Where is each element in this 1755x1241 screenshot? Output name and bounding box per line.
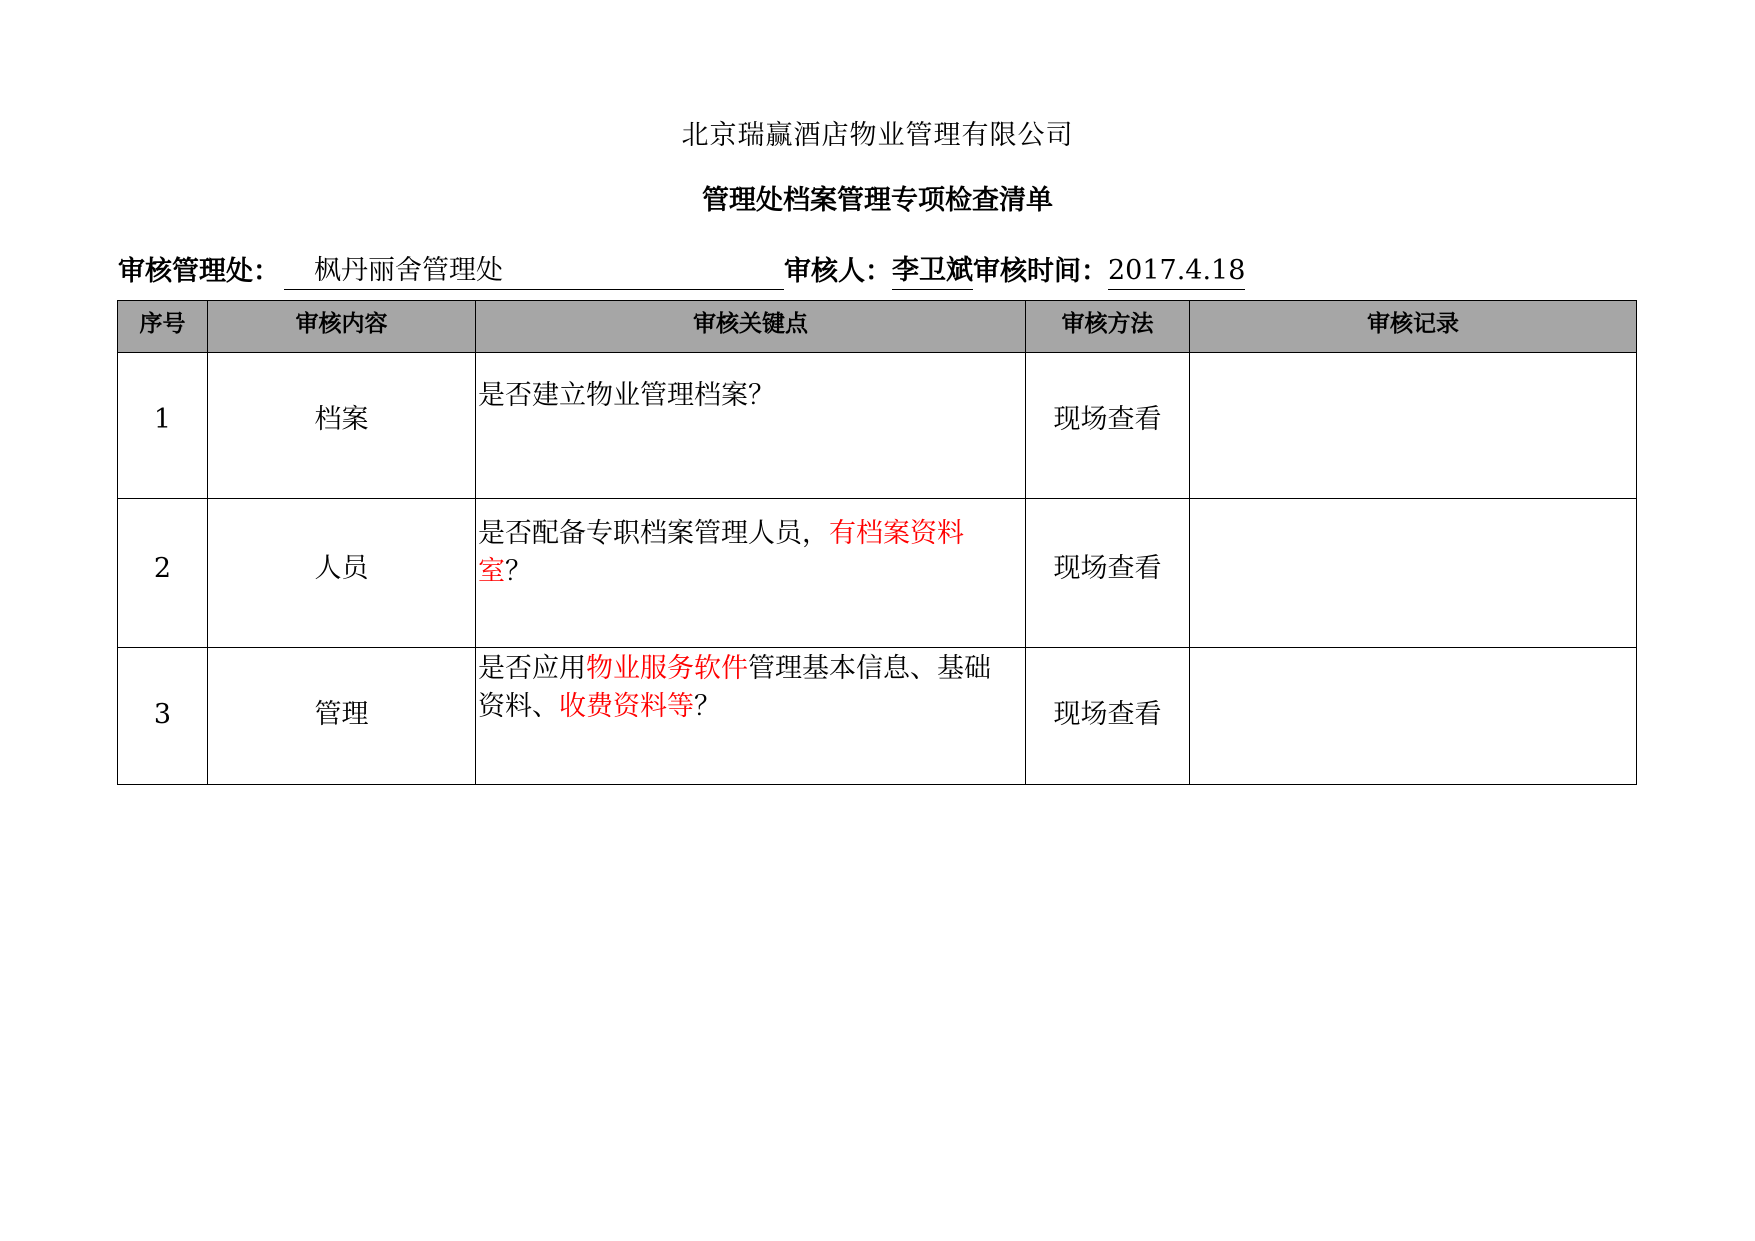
- auditor-label: 审核人：: [784, 256, 892, 287]
- keypoint-highlight: 收费资料等: [559, 691, 694, 722]
- row-method: 现场查看: [1026, 353, 1190, 499]
- row-content: 管理: [208, 648, 476, 785]
- keypoint-highlight: 物业服务软件: [586, 653, 748, 684]
- row-number: 3: [118, 648, 208, 785]
- row-content: 人员: [208, 499, 476, 648]
- col-header-number: 序号: [118, 301, 208, 353]
- company-name: 北京瑞赢酒店物业管理有限公司: [681, 120, 1074, 151]
- keypoint-text: 是否应用: [478, 653, 586, 684]
- col-header-method: 审核方法: [1026, 301, 1190, 353]
- col-header-content: 审核内容: [208, 301, 476, 353]
- row-keypoint: [476, 353, 1026, 499]
- table-row: [118, 499, 1637, 648]
- keypoint-text: ？: [505, 556, 532, 587]
- col-header-record: 审核记录: [1190, 301, 1637, 353]
- dept-label: 审核管理处：: [118, 256, 280, 287]
- row-record: [1190, 499, 1637, 648]
- keypoint-text: 管理基本信息、基础资料、: [478, 653, 991, 722]
- dept-value: 枫丹丽舍管理处: [284, 253, 784, 290]
- time-value: 2017.4.18: [1108, 253, 1245, 290]
- audit-meta-line: [118, 250, 1245, 290]
- time-label: 审核时间：: [973, 256, 1108, 287]
- row-method: 现场查看: [1026, 648, 1190, 785]
- keypoint-highlight: 有档案资料室: [478, 518, 964, 587]
- row-keypoint: [476, 499, 1026, 648]
- row-content: 档案: [208, 353, 476, 499]
- row-record: [1190, 353, 1637, 499]
- auditor-value: 李卫斌: [892, 253, 973, 290]
- keypoint-text: 是否配备专职档案管理人员，: [478, 518, 829, 549]
- row-number: 1: [118, 353, 208, 499]
- keypoint-text: 是否建立物业管理档案？: [478, 380, 775, 411]
- document-title: 管理处档案管理专项检查清单: [702, 185, 1053, 216]
- row-record: [1190, 648, 1637, 785]
- row-method: 现场查看: [1026, 499, 1190, 648]
- table-row: [118, 353, 1637, 499]
- row-keypoint: [476, 648, 1026, 785]
- col-header-keypoint: 审核关键点: [476, 301, 1026, 353]
- row-number: 2: [118, 499, 208, 648]
- checklist-table: [117, 300, 1637, 785]
- table-row: [118, 648, 1637, 785]
- keypoint-text: ？: [694, 691, 721, 722]
- table-header-row: [118, 301, 1637, 353]
